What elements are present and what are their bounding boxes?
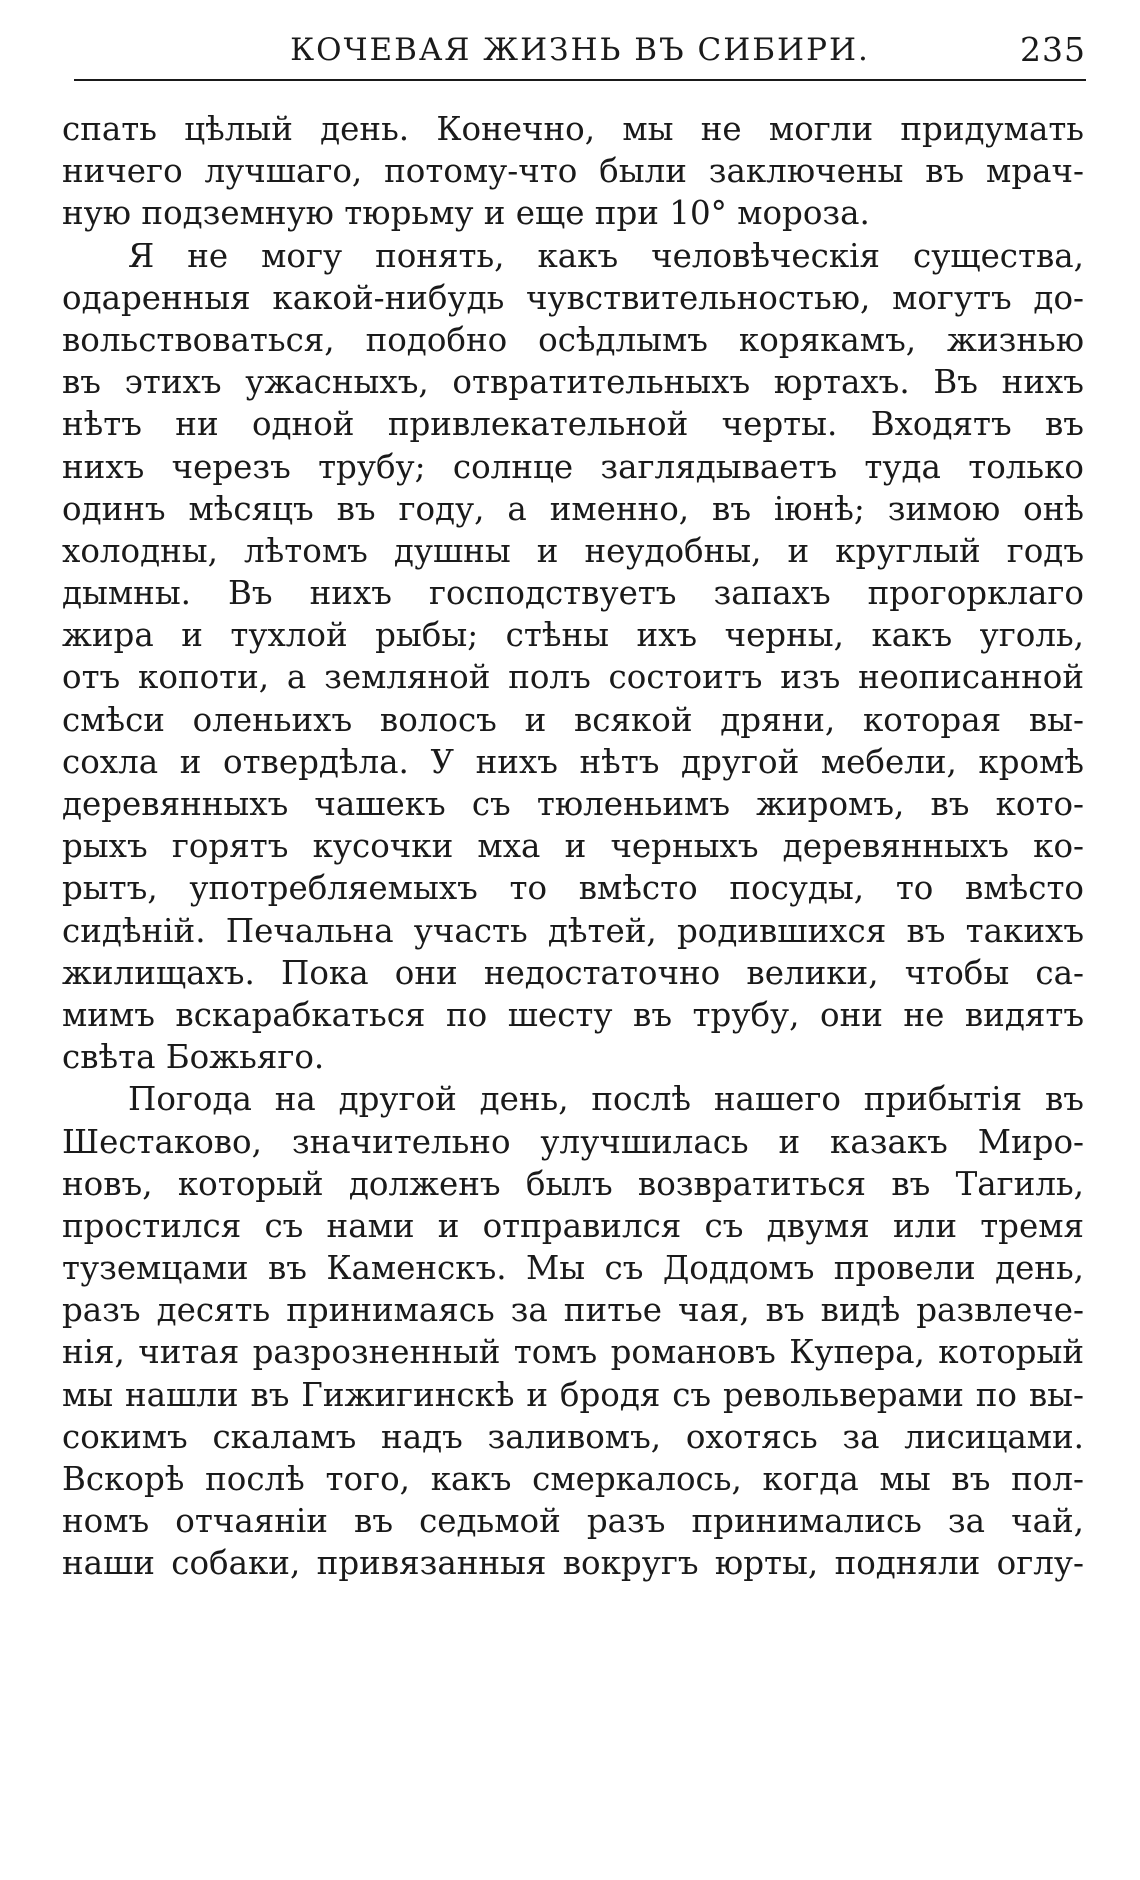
text-line: спать цѣлый день. Конечно, мы не могли придумать — [62, 110, 1084, 148]
text-line: рытъ, употребляемыхъ то вмѣсто посуды, то вмѣсто — [62, 869, 1084, 908]
text-line: деревянныхъ чашекъ съ тюленьимъ жиромъ, въ кото- — [62, 785, 1084, 823]
body-text — [62, 108, 1084, 1585]
text-line: ную подземную тюрьму и еще при 10° мороза. — [62, 194, 870, 233]
text-line: новъ, который долженъ былъ возвратиться въ Тагиль, — [62, 1164, 1084, 1203]
header-rule — [74, 79, 1086, 81]
text-line: холодны, лѣтомъ душны и неудобны, и круглый годъ — [62, 531, 1084, 570]
page-number: 235 — [1020, 30, 1086, 69]
text-line: сокимъ скаламъ надъ заливомъ, охотясь за лисицами. — [62, 1417, 1084, 1456]
text-line: Погода на другой день, послѣ нашего прибытія въ — [128, 1080, 1084, 1119]
running-header — [74, 26, 1086, 76]
text-line: одинъ мѣсяцъ въ году, а именно, въ іюнѣ; зимою онѣ — [62, 489, 1084, 528]
text-line: Я не могу понять, какъ человѣческія существа, — [128, 236, 1084, 275]
text-line: мы нашли въ Гижигинскѣ и бродя съ револьверами по вы- — [62, 1375, 1084, 1414]
text-line: смѣси оленьихъ волосъ и всякой дряни, которая вы- — [62, 700, 1084, 739]
text-line: Вскорѣ послѣ того, какъ смеркалось, когда мы въ пол- — [62, 1460, 1084, 1498]
text-line: вольствоваться, подобно осѣдлымъ корякамъ, жизнью — [62, 320, 1084, 359]
text-line: Шестаково, значительно улучшилась и казакъ Миро- — [62, 1122, 1084, 1161]
text-line: сохла и отвердѣла. У нихъ нѣтъ другой мебели, кромѣ — [62, 742, 1084, 781]
paragraph — [62, 235, 1084, 1079]
text-line: жилищахъ. Пока они недостаточно велики, чтобы са- — [62, 953, 1084, 992]
text-line: въ этихъ ужасныхъ, отвратительныхъ юртахъ. Въ нихъ — [62, 363, 1084, 402]
text-line: номъ отчаяніи въ седьмой разъ принимались за чай, — [62, 1502, 1084, 1541]
text-line: наши собаки, привязанныя вокругъ юрты, подняли оглу- — [62, 1544, 1084, 1583]
text-line: простился съ нами и отправился съ двумя или тремя — [62, 1206, 1084, 1245]
text-line: отъ копоти, а земляной полъ состоитъ изъ неописанной — [62, 658, 1084, 697]
text-line: мимъ вскарабкаться по шесту въ трубу, они не видятъ — [62, 995, 1084, 1034]
paragraph — [62, 1078, 1084, 1584]
running-header-title: КОЧЕВАЯ ЖИЗНЬ ВЪ СИБИРИ. — [290, 32, 870, 68]
text-line: разъ десять принимаясь за питье чая, въ видѣ развлече- — [62, 1291, 1084, 1330]
text-line: туземцами въ Каменскъ. Мы съ Доддомъ провели день, — [62, 1249, 1084, 1288]
text-line: нія, читая разрозненный томъ романовъ Купера, который — [62, 1333, 1084, 1372]
text-line: нихъ черезъ трубу; солнце заглядываетъ туда только — [62, 447, 1084, 486]
paragraph — [62, 108, 1084, 235]
text-line: нѣтъ ни одной привлекательной черты. Входятъ въ — [62, 405, 1084, 444]
text-line: рыхъ горятъ кусочки мха и черныхъ деревянныхъ ко- — [62, 827, 1084, 866]
text-line: одаренныя какой-нибудь чувствительностью, могутъ до- — [62, 278, 1084, 317]
text-line: сидѣній. Печальна участь дѣтей, родившихся въ такихъ — [62, 911, 1084, 950]
text-line: жира и тухлой рыбы; стѣны ихъ черны, какъ уголь, — [62, 616, 1084, 655]
text-line: свѣта Божьяго. — [62, 1038, 325, 1077]
text-line: дымны. Въ нихъ господствуетъ запахъ прогорклаго — [62, 574, 1084, 613]
text-line: ничего лучшаго, потому-что были заключены въ мрач- — [62, 152, 1084, 191]
